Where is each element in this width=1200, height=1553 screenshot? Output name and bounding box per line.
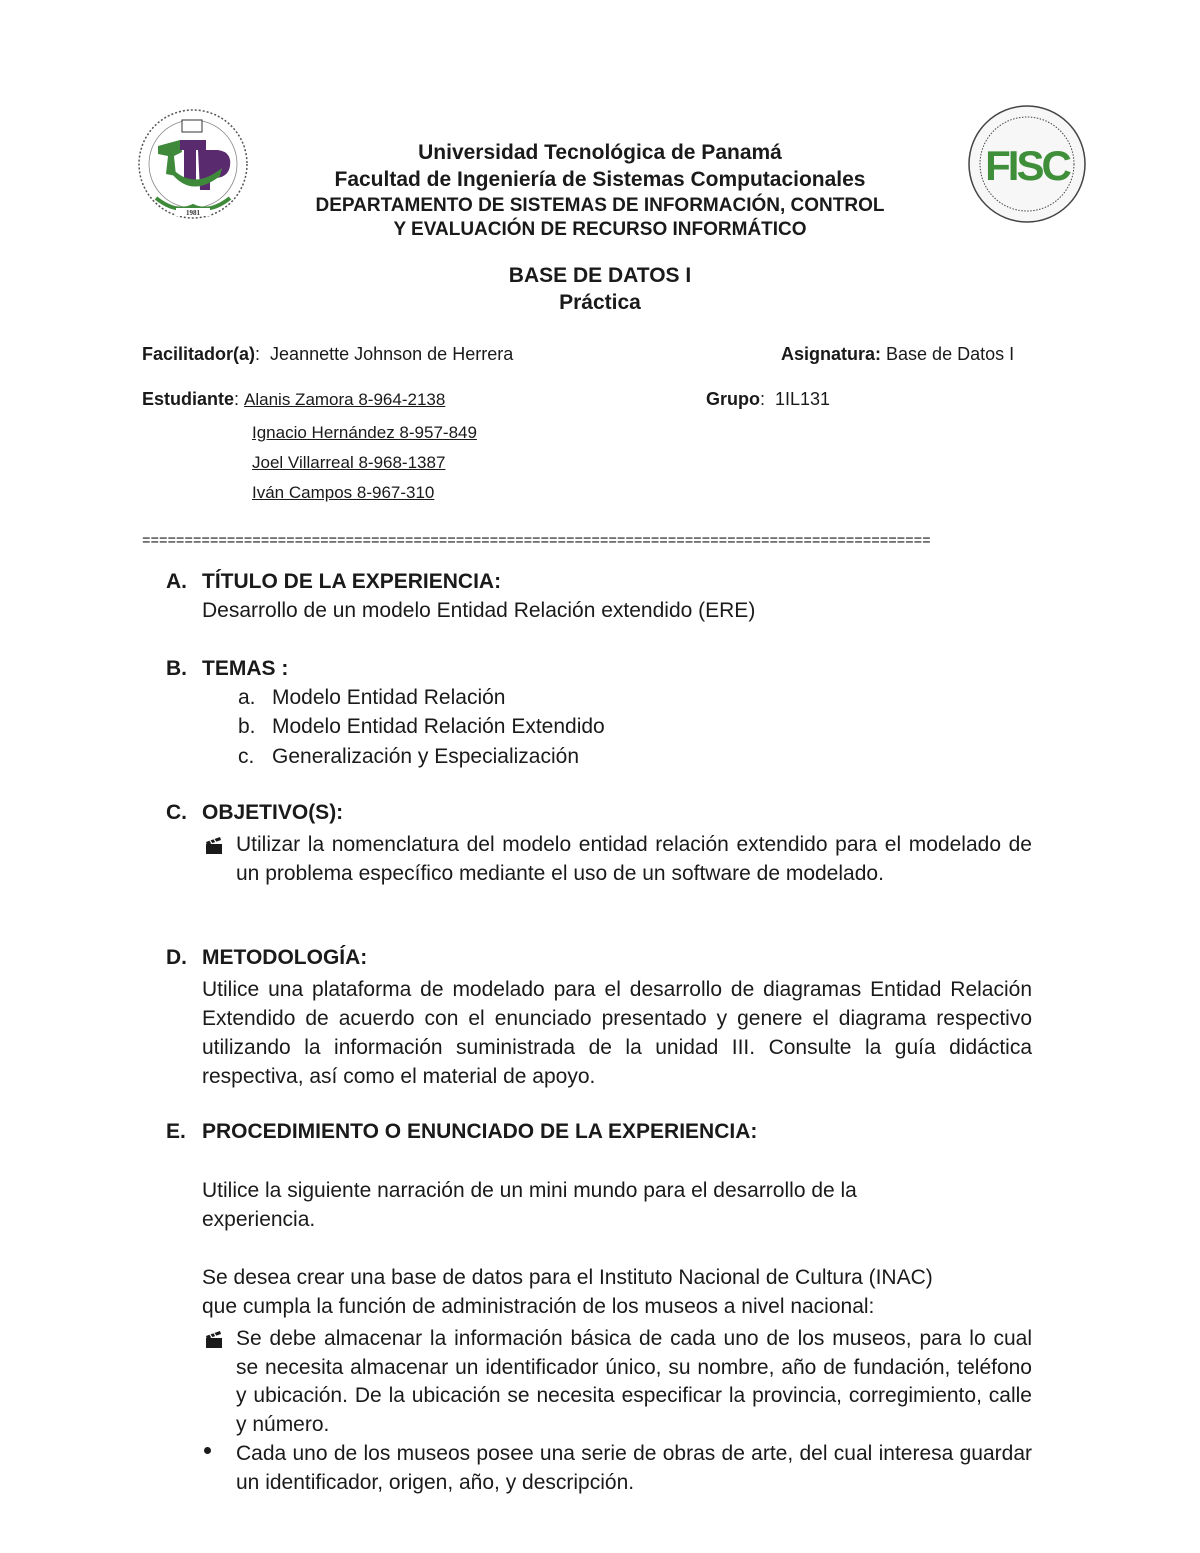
doc-type: Práctica — [559, 291, 641, 314]
section-a-title: TÍTULO DE LA EXPERIENCIA: — [202, 570, 502, 593]
student-name-1: Alanis Zamora 8-964-2138 — [244, 390, 446, 409]
section-e-title: PROCEDIMIENTO O ENUNCIADO DE LA EXPERIENCIA: — [202, 1120, 758, 1143]
museum-requirement-text: Se debe almacenar la información básica de cada uno de los museos, para lo cual se necesita almacenar un identificador único, su nombre, año de fundación, teléfono y ubicación. De la ubicación se necesita especificar la provincia, corregimiento, calle y número. — [236, 1327, 1032, 1436]
clapperboard-bullet-icon — [204, 1330, 224, 1350]
procedure-intro-line2: experiencia. — [202, 1208, 316, 1231]
group-value: 1IL131 — [775, 389, 831, 409]
topic-c-letter: c. — [238, 745, 255, 768]
student-name-2: Ignacio Hernández 8-957-849 — [252, 423, 477, 442]
facilitator-row: Facilitador(a): Jeannette Johnson de Herrera — [142, 344, 514, 364]
course-title: BASE DE DATOS I — [508, 264, 692, 287]
topic-a-text: Modelo Entidad Relación — [272, 686, 506, 709]
student-name-3: Joel Villarreal 8-968-1387 — [252, 453, 446, 472]
clapperboard-bullet-icon — [204, 836, 224, 856]
section-d-title: METODOLOGÍA: — [202, 946, 368, 969]
artwork-requirement-text: Cada uno de los museos posee una serie de obras de arte, del cual interesa guardar un identificador, origen, año, y descripción. — [236, 1442, 1032, 1494]
section-a-letter: A. — [166, 570, 187, 593]
department-line1: DEPARTAMENTO DE SISTEMAS DE INFORMACIÓN, CONTROL — [315, 195, 885, 216]
topic-b-letter: b. — [238, 715, 256, 738]
procedure-para-line1: Se desea crear una base de datos para el Instituto Nacional de Cultura (INAC) — [202, 1266, 933, 1289]
section-c-letter: C. — [166, 801, 187, 824]
section-b-letter: B. — [166, 657, 187, 680]
facilitator-value: Jeannette Johnson de Herrera — [270, 344, 514, 364]
department-line2: Y EVALUACIÓN DE RECURSO INFORMÁTICO — [393, 219, 807, 240]
topic-a-letter: a. — [238, 686, 256, 709]
separator: ============================================================================================= — [142, 534, 931, 550]
subject-label: Asignatura: — [781, 344, 882, 364]
subject-row — [781, 344, 1014, 365]
section-c-title: OBJETIVO(S): — [202, 801, 344, 824]
student-row: Estudiante: Alanis Zamora 8-964-2138 — [142, 389, 446, 409]
methodology-text: Utilice una plataforma de modelado para el desarrollo de diagramas Entidad Relación Extendido de acuerdo con el enunciado presentado y genere el diagrama respectivo utilizando la información suministrada de la unidad III. Consulte la guía didáctica respectiva, así como el material de apoyo. — [202, 978, 1032, 1088]
facilitator-label: Facilitador(a) — [142, 344, 256, 364]
section-a-text: Desarrollo de un modelo Entidad Relación extendido (ERE) — [202, 599, 756, 622]
objective-text: Utilizar la nomenclatura del modelo entidad relación extendido para el modelado de un problema específico mediante el uso de un software de modelado. — [236, 833, 1032, 885]
group-row: Grupo: 1IL131 — [706, 389, 831, 409]
student-label: Estudiante — [142, 389, 235, 409]
section-b-title: TEMAS : — [202, 657, 289, 680]
group-label: Grupo — [706, 389, 760, 409]
fisc-logo-text: FISC — [985, 142, 1069, 189]
bullet-dot-icon — [204, 1447, 211, 1454]
section-e-letter: E. — [166, 1120, 186, 1143]
utp-logo-year: 1981 — [186, 209, 200, 217]
section-d-letter: D. — [166, 946, 187, 969]
student-name-4: Iván Campos 8-967-310 — [252, 483, 435, 502]
procedure-para-line2: que cumpla la función de administración de los museos a nivel nacional: — [202, 1295, 875, 1318]
topic-b-text: Modelo Entidad Relación Extendido — [272, 715, 605, 738]
topic-c-text: Generalización y Especialización — [272, 745, 579, 768]
subject-value: Base de Datos I — [886, 344, 1015, 364]
university-name: Universidad Tecnológica de Panamá — [418, 141, 782, 164]
procedure-intro-line1: Utilice la siguiente narración de un mini mundo para el desarrollo de la — [202, 1179, 857, 1202]
faculty-name: Facultad de Ingeniería de Sistemas Computacionales — [334, 168, 866, 191]
